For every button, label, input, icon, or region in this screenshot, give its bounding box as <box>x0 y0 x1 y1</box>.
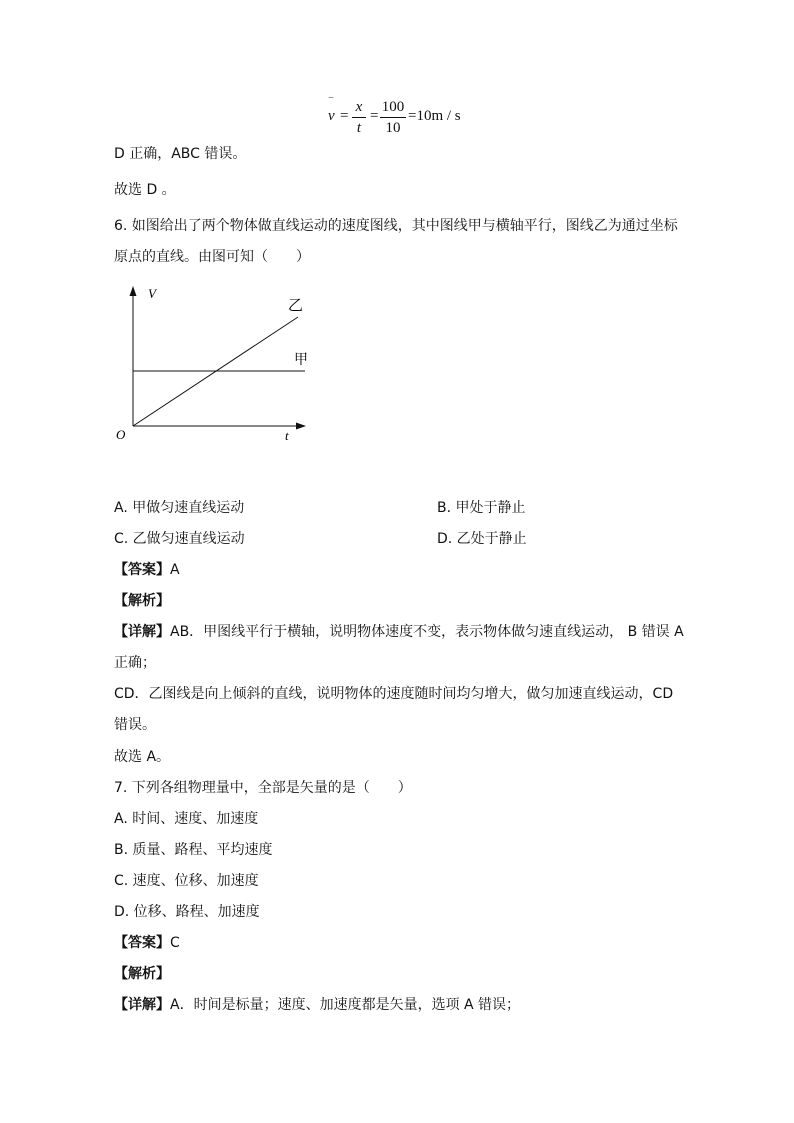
answer-label: 【答案】 <box>114 935 170 951</box>
origin-label: O <box>116 427 126 442</box>
formula-eq1: = <box>340 108 349 124</box>
formula-frac2 <box>380 98 406 137</box>
option-d: D. 乙处于静止 <box>437 531 527 547</box>
formula-bar2 <box>380 117 406 118</box>
t-axis-label: t <box>285 428 289 442</box>
text-line: 故选 A。 <box>114 749 171 765</box>
analysis-label: 【解析】 <box>114 966 170 982</box>
formula-num1: x <box>355 99 363 115</box>
answer-6 <box>114 560 180 580</box>
q7-option-d: D. 位移、路程、加速度 <box>114 904 260 920</box>
formula-den1: t <box>356 120 362 136</box>
formula-bar1 <box>352 117 366 118</box>
formula-den2: 10 <box>385 120 401 136</box>
answer-label: 【答案】 <box>114 562 170 578</box>
option-c: C. 乙做匀速直线运动 <box>114 531 245 547</box>
formula-result: =10m / s <box>408 108 461 124</box>
question-6-line1: 6. 如图给出了两个物体做直线运动的速度图线，其中图线甲与横轴平行，图线乙为通过坐标 <box>114 218 678 234</box>
velocity-formula <box>328 98 478 138</box>
formula-v: v <box>328 108 335 124</box>
label-yi: 乙 <box>288 296 304 314</box>
answer-7 <box>114 933 180 953</box>
text-line: D 正确，ABC 错误。 <box>114 146 247 162</box>
question-6-line2: 原点的直线。由图可知（ ） <box>114 249 310 265</box>
analysis-label: 【解析】 <box>114 593 170 609</box>
detail-label: 【详解】 <box>114 624 170 640</box>
formula-num2: 100 <box>381 99 405 115</box>
detail-text: A．时间是标量；速度、加速度都是矢量，选项 A 错误； <box>170 997 521 1013</box>
detail-line <box>114 622 684 642</box>
option-b: B. 甲处于静止 <box>437 500 526 516</box>
v-axis-label: V <box>148 286 156 301</box>
formula-eq2: = <box>370 108 379 124</box>
q7-option-c: C. 速度、位移、加速度 <box>114 873 259 889</box>
answer-value: A <box>170 562 180 578</box>
detail-label: 【详解】 <box>114 997 170 1013</box>
text-line: 正确； <box>114 655 156 671</box>
label-jia: 甲 <box>294 352 308 368</box>
detail-line <box>114 995 520 1015</box>
text-line: 错误。 <box>114 717 156 733</box>
v-axis-arrow <box>130 286 137 296</box>
option-a: A. 甲做匀速直线运动 <box>114 500 245 516</box>
formula-overbar: ‾ <box>329 96 333 110</box>
question-7: 7. 下列各组物理量中，全部是矢量的是（ ） <box>114 780 412 796</box>
q7-option-b: B. 质量、路程、平均速度 <box>114 842 273 858</box>
q7-option-a: A. 时间、速度、加速度 <box>114 811 259 827</box>
formula-frac1 <box>352 98 366 137</box>
detail-text: AB．甲图线平行于横轴，说明物体速度不变，表示物体做匀速直线运动， B 错误 A <box>170 624 684 640</box>
text-line: CD．乙图线是向上倾斜的直线，说明物体的速度随时间均匀增大，做匀加速直线运动，CD <box>114 686 674 702</box>
velocity-time-graph <box>108 282 318 442</box>
text-line: 故选 D 。 <box>114 182 176 198</box>
t-axis-arrow <box>296 423 306 430</box>
answer-value: C <box>170 935 180 951</box>
